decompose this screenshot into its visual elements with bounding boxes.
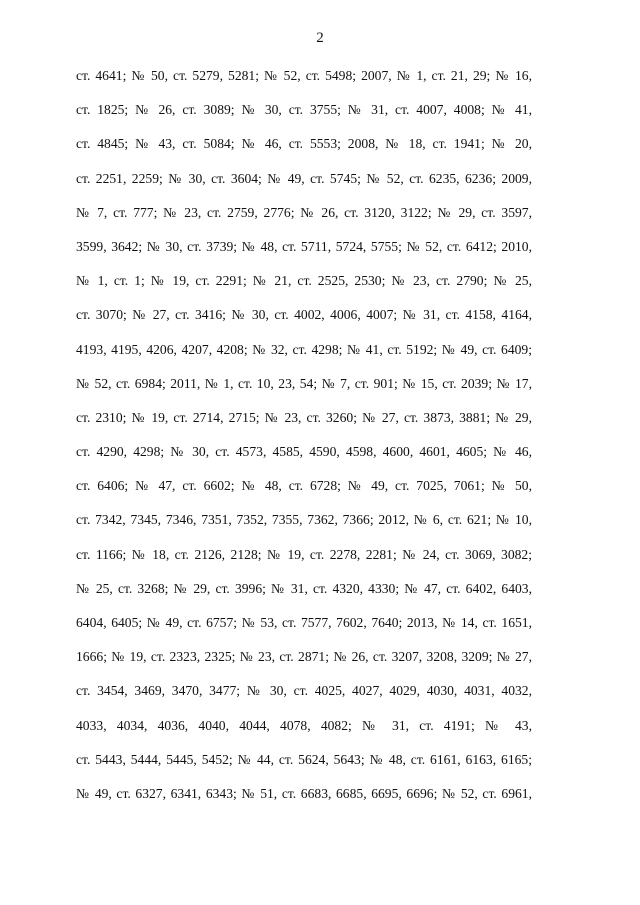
text-line: № 49, ст. 6327, 6341, 6343; № 51, ст. 6683, 6685, 6695, 6696; № 52, ст. 6961, — [76, 785, 532, 801]
text-line: 1666; № 19, ст. 2323, 2325; № 23, ст. 2871; № 26, ст. 3207, 3208, 3209; № 27, — [76, 649, 532, 665]
text-line: ст. 4845; № 43, ст. 5084; № 46, ст. 5553; 2008, № 18, ст. 1941; № 20, — [76, 136, 532, 152]
body-text — [76, 66, 532, 818]
text-line: ст. 2251, 2259; № 30, ст. 3604; № 49, ст. 5745; № 52, ст. 6235, 6236; 2009, — [76, 170, 532, 186]
text-line: № 7, ст. 777; № 23, ст. 2759, 2776; № 26, ст. 3120, 3122; № 29, ст. 3597, — [76, 204, 532, 220]
text-line: ст. 4290, 4298; № 30, ст. 4573, 4585, 4590, 4598, 4600, 4601, 4605; № 46, — [76, 444, 532, 460]
text-line: ст. 4641; № 50, ст. 5279, 5281; № 52, ст. 5498; 2007, № 1, ст. 21, 29; № 16, — [76, 68, 532, 83]
text-line: ст. 5443, 5444, 5445, 5452; № 44, ст. 5624, 5643; № 48, ст. 6161, 6163, 6165; — [76, 751, 532, 767]
text-line: ст. 3454, 3469, 3470, 3477; № 30, ст. 4025, 4027, 4029, 4030, 4031, 4032, — [76, 683, 532, 699]
text-line: 4193, 4195, 4206, 4207, 4208; № 32, ст. 4298; № 41, ст. 5192; № 49, ст. 6409; — [76, 341, 532, 357]
text-line: ст. 1166; № 18, ст. 2126, 2128; № 19, ст. 2278, 2281; № 24, ст. 3069, 3082; — [76, 546, 532, 562]
text-line: ст. 3070; № 27, ст. 3416; № 30, ст. 4002, 4006, 4007; № 31, ст. 4158, 4164, — [76, 307, 532, 323]
text-line: 4033, 4034, 4036, 4040, 4044, 4078, 4082; № 31, ст. 4191; № 43, — [76, 717, 532, 733]
text-line: № 25, ст. 3268; № 29, ст. 3996; № 31, ст. 4320, 4330; № 47, ст. 6402, 6403, — [76, 580, 532, 596]
text-line: 6404, 6405; № 49, ст. 6757; № 53, ст. 7577, 7602, 7640; 2013, № 14, ст. 1651, — [76, 615, 532, 630]
text-line: № 52, ст. 6984; 2011, № 1, ст. 10, 23, 54; № 7, ст. 901; № 15, ст. 2039; № 17, — [76, 375, 532, 391]
page-number: 2 — [316, 30, 324, 46]
text-line: ст. 1825; № 26, ст. 3089; № 30, ст. 3755; № 31, ст. 4007, 4008; № 41, — [76, 102, 532, 118]
text-line: ст. 6406; № 47, ст. 6602; № 48, ст. 6728; № 49, ст. 7025, 7061; № 50, — [76, 478, 532, 494]
text-line: ст. 7342, 7345, 7346, 7351, 7352, 7355, 7362, 7366; 2012, № 6, ст. 621; № 10, — [76, 512, 532, 528]
text-line: 3599, 3642; № 30, ст. 3739; № 48, ст. 5711, 5724, 5755; № 52, ст. 6412; 2010, — [76, 238, 532, 254]
text-line: ст. 2310; № 19, ст. 2714, 2715; № 23, ст. 3260; № 27, ст. 3873, 3881; № 29, — [76, 409, 532, 425]
text-line: № 1, ст. 1; № 19, ст. 2291; № 21, ст. 2525, 2530; № 23, ст. 2790; № 25, — [76, 273, 532, 289]
